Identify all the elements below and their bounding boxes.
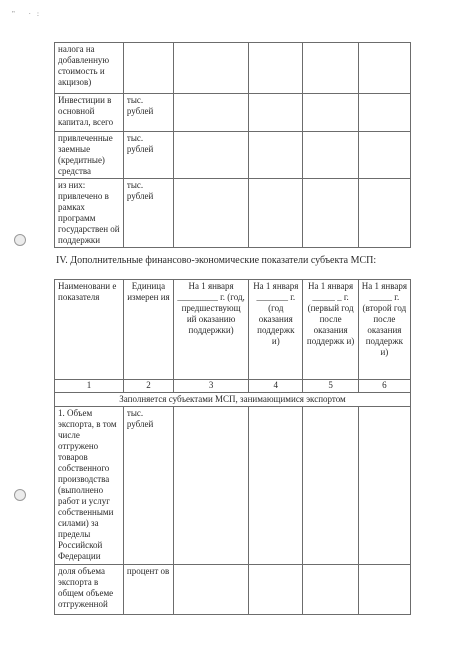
indicator-name-cell: налога на добавленную стоимость и акцизов) bbox=[55, 43, 124, 94]
indicator-name-cell: 1. Объем экспорта, в том числе отгружено товаров собственного производства (выполнено работ и услуг собственными силами) за пределы Российской Федерации bbox=[55, 407, 124, 565]
header-second-year-after: На 1 января _____ г. (второй год после оказания поддержк и) bbox=[358, 280, 410, 380]
column-number: 4 bbox=[249, 380, 303, 393]
value-cell bbox=[249, 94, 303, 132]
value-cell bbox=[303, 132, 358, 179]
indicator-name-cell: привлеченные заемные (кредитные) средства bbox=[55, 132, 124, 179]
table-additional-indicators bbox=[54, 279, 411, 615]
value-cell bbox=[358, 407, 410, 565]
value-cell bbox=[249, 407, 303, 565]
table-investments bbox=[54, 42, 411, 248]
value-cell bbox=[174, 132, 249, 179]
unit-cell: тыс. рублей bbox=[123, 407, 173, 565]
value-cell bbox=[303, 43, 358, 94]
scan-artifact: " ·: bbox=[12, 10, 45, 18]
column-number: 1 bbox=[55, 380, 124, 393]
header-year-before-support: На 1 января _________ г. (год, предшествующ ий оказанию поддержки) bbox=[174, 280, 249, 380]
value-cell bbox=[249, 565, 303, 615]
table-row bbox=[55, 407, 411, 565]
column-number: 2 bbox=[123, 380, 173, 393]
binder-hole bbox=[14, 489, 26, 501]
unit-cell: тыс. рублей bbox=[123, 132, 173, 179]
column-number: 5 bbox=[303, 380, 358, 393]
indicator-name-cell: доля объема экспорта в общем объеме отгруженной bbox=[55, 565, 124, 615]
value-cell bbox=[303, 179, 358, 248]
value-cell bbox=[174, 94, 249, 132]
unit-cell: тыс. рублей bbox=[123, 94, 173, 132]
table-row bbox=[55, 94, 411, 132]
header-row bbox=[55, 280, 411, 380]
table-row bbox=[55, 565, 411, 615]
value-cell bbox=[174, 565, 249, 615]
value-cell bbox=[358, 132, 410, 179]
value-cell bbox=[174, 179, 249, 248]
value-cell bbox=[358, 179, 410, 248]
indicator-name-cell: Инвестиции в основной капитал, всего bbox=[55, 94, 124, 132]
header-first-year-after: На 1 января _____ _ г. (первый год после оказания поддержк и) bbox=[303, 280, 358, 380]
column-number: 6 bbox=[358, 380, 410, 393]
section-title: IV. Дополнительные финансово-экономические показатели субъекта МСП: bbox=[56, 255, 377, 266]
value-cell bbox=[358, 94, 410, 132]
value-cell bbox=[358, 565, 410, 615]
value-cell bbox=[303, 565, 358, 615]
unit-cell: тыс. рублей bbox=[123, 179, 173, 248]
unit-cell: процент ов bbox=[123, 565, 173, 615]
header-indicator-name: Наименовани е показателя bbox=[55, 280, 124, 380]
column-number: 3 bbox=[174, 380, 249, 393]
export-section-label: Заполняется субъектами МСП, занимающимися экспортом bbox=[55, 393, 411, 407]
value-cell bbox=[303, 407, 358, 565]
indicator-name-cell: из них: привлечено в рамках программ государствен ой поддержки bbox=[55, 179, 124, 248]
table-row bbox=[55, 132, 411, 179]
table-row bbox=[55, 43, 411, 94]
value-cell bbox=[303, 94, 358, 132]
value-cell bbox=[249, 43, 303, 94]
value-cell bbox=[249, 132, 303, 179]
value-cell bbox=[358, 43, 410, 94]
binder-hole bbox=[14, 234, 26, 246]
column-number-row bbox=[55, 380, 411, 393]
header-support-year: На 1 января _______ г. (год оказания поддержк и) bbox=[249, 280, 303, 380]
header-unit: Единица измерен ия bbox=[123, 280, 173, 380]
value-cell bbox=[174, 407, 249, 565]
value-cell bbox=[174, 43, 249, 94]
table-row bbox=[55, 179, 411, 248]
value-cell bbox=[249, 179, 303, 248]
export-section-row bbox=[55, 393, 411, 407]
unit-cell bbox=[123, 43, 173, 94]
